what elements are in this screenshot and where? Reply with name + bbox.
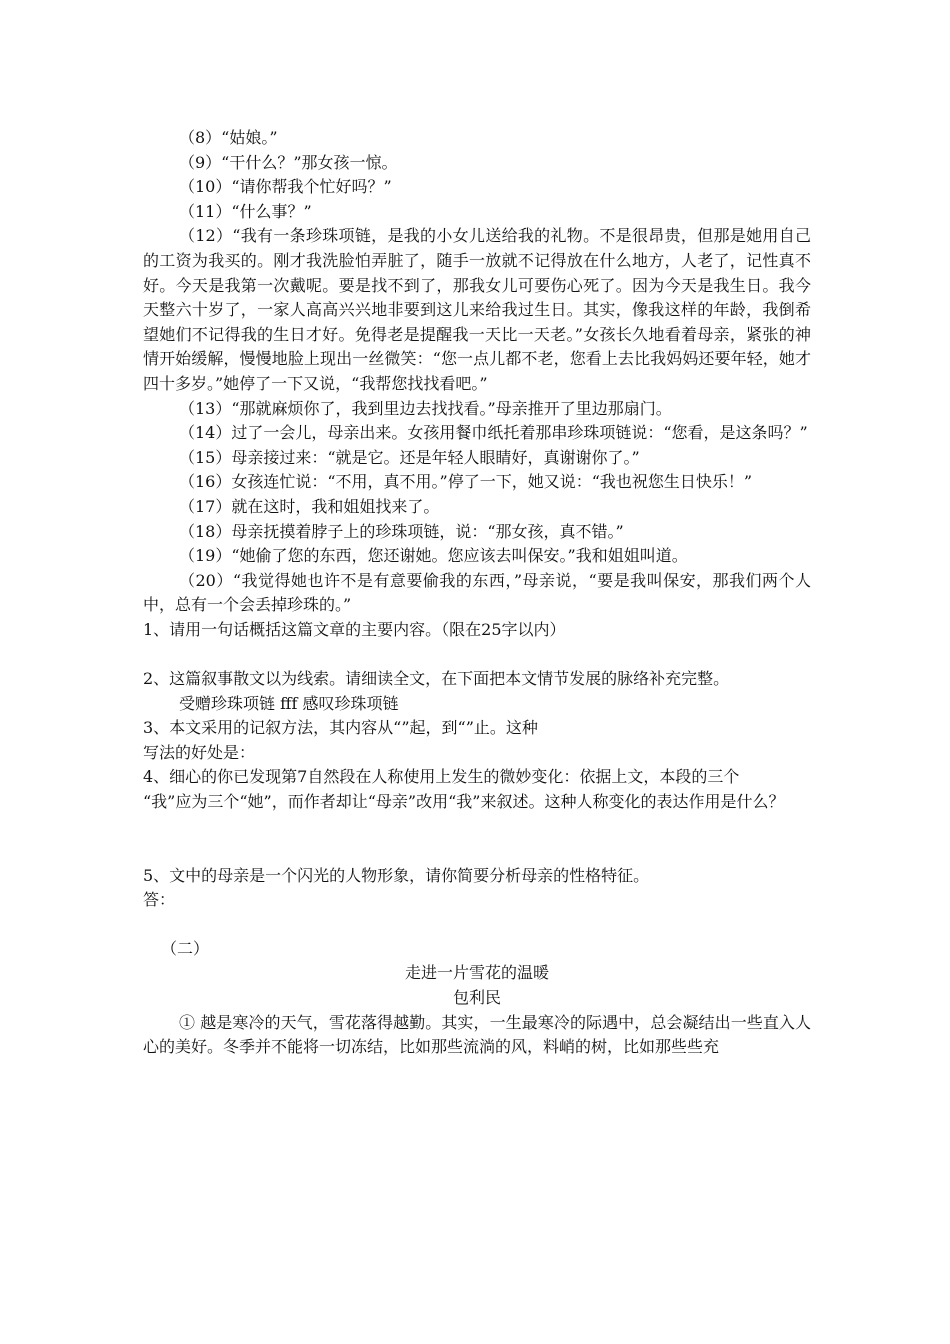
question-1: 1、请用一句话概括这篇文章的主要内容。（限在25字以内） xyxy=(143,619,566,639)
question-5: 5、文中的母亲是一个闪光的人物形象，请你简要分析母亲的性格特征。 xyxy=(143,865,650,885)
paragraph-13: （13）“那就麻烦你了，我到里边去找找看。”母亲推开了里边那扇门。 xyxy=(179,398,672,418)
paragraph-15: （15）母亲接过来：“就是它。还是年轻人眼睛好，真谢谢你了。” xyxy=(179,447,640,467)
paragraph-12: （12）“我有一条珍珠项链，是我的小女儿送给我的礼物。不是很昂贵，但那是她用自己的工资为我买的。刚才我洗脸怕弄脏了，随手一放就不记得放在什么地方，人老了，记性真不好。今天是我第一次戴呢。要是找不到了，那我女儿可要伤心死了。因为今天是我生日。我今天整六十岁了，一家人高高兴兴地非要到这儿来给我过生日。其实，像我这样的年龄，我倒希望她们不记得我的生日才好。免得老是提醒我一天比一天老。”女孩长久地看着母亲，紧张的神情开始缓解，慢慢地脸上现出一丝微笑：“您一点儿都不老，您看上去比我妈妈还要年轻，她才四十多岁。”她停了一下又说，“我帮您找找看吧。” xyxy=(143,226,811,393)
question-4-line-1: 4、细心的你已发现第7自然段在人称使用上发生的微妙变化：依据上文，本段的三个 xyxy=(143,767,740,787)
article-title: 走进一片雪花的温暖 xyxy=(404,963,549,983)
section-label: （二） xyxy=(161,938,210,958)
paragraph-9: （9）“干什么？”那女孩一惊。 xyxy=(179,152,398,172)
paragraph-11: （11）“什么事？” xyxy=(179,201,312,221)
question-3-line-2: 写法的好处是： xyxy=(143,742,256,762)
plot-flow: 受赠珍珠项链 fff 感叹珍珠项链 xyxy=(179,693,399,713)
paragraph-14: （14）过了一会儿，母亲出来。女孩用餐巾纸托着那串珍珠项链说：“您看，是这条吗？” xyxy=(179,423,808,443)
paragraph-20: （20）“我觉得她也许不是有意要偷我的东西，”母亲说，“要是我叫保安，那我们两个人中，总有一个会丢掉珍珠的。” xyxy=(143,570,811,615)
text-column xyxy=(143,126,811,1060)
paragraph-18: （18）母亲抚摸着脖子上的珍珠项链，说：“那女孩，真不错。” xyxy=(179,521,624,541)
question-2: 2、这篇叙事散文以为线索。请细读全文，在下面把本文情节发展的脉络补充完整。 xyxy=(143,669,730,689)
article-author: 包利民 xyxy=(452,988,501,1007)
paragraph-8: （8）“姑娘。” xyxy=(179,128,278,147)
answer-space-1 xyxy=(143,642,811,667)
question-4-line-2: “我”应为三个“她”，而作者却让“母亲”改用“我”来叙述。这种人称变化的表达作用是什么？ xyxy=(143,792,785,812)
section-gap xyxy=(143,913,811,937)
answer-space-4 xyxy=(143,815,811,864)
paragraph-16: （16）女孩连忙说：“不用，真不用。”停了一下，她又说：“我也祝您生日快乐！” xyxy=(179,472,753,492)
answer-label: 答： xyxy=(143,890,176,910)
paragraph-19: （19）“她偷了您的东西，您还谢她。您应该去叫保安。”我和姐姐叫道。 xyxy=(179,546,688,566)
question-3-line-1: 3、本文采用的记叙方法，其内容从“”起，到“”止。这种 xyxy=(143,718,538,738)
article-paragraph-1: ① 越是寒冷的天气，雪花落得越勤。其实，一生最寒冷的际遇中，总会凝结出一些直入人心的美好。冬季并不能将一切冻结，比如那些流淌的风，料峭的树，比如那些些充 xyxy=(143,1012,811,1057)
paragraph-17: （17）就在这时，我和姐姐找来了。 xyxy=(179,496,440,516)
paragraph-10: （10）“请你帮我个忙好吗？” xyxy=(179,177,392,197)
